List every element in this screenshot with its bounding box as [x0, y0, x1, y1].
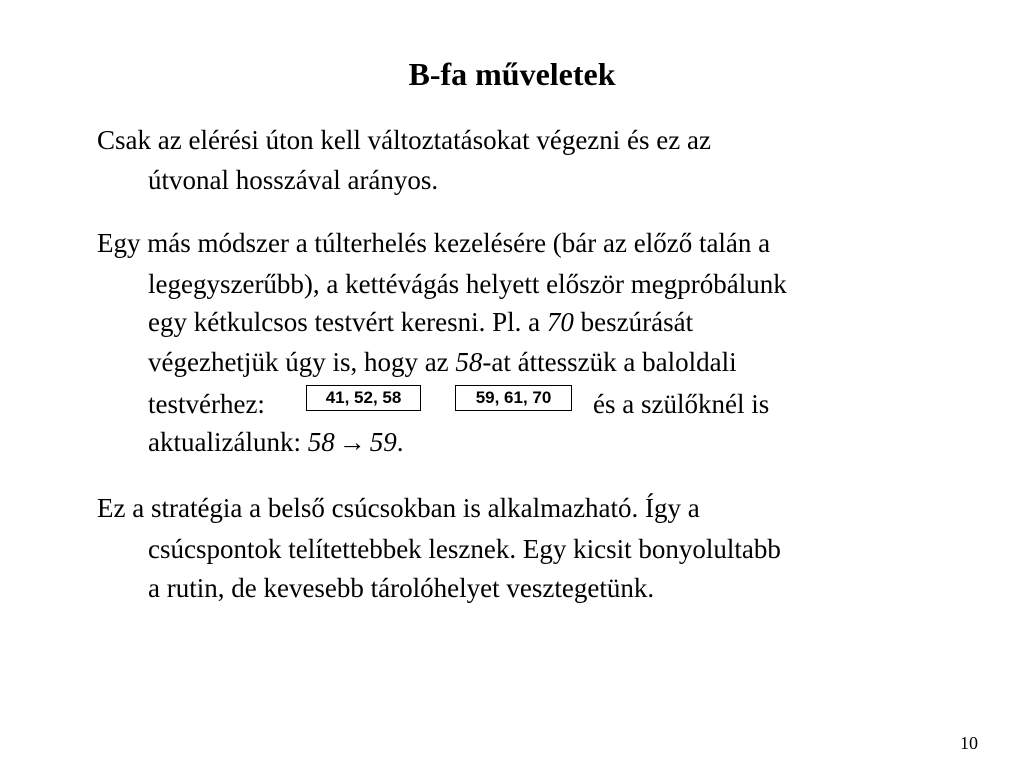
p2-line-2: legegyszerűbb), a kettévágás helyett először megpróbálunk — [148, 269, 787, 299]
page-number: 10 — [960, 733, 978, 753]
p2-line-6 — [148, 424, 403, 460]
node-box-left: 41, 52, 58 — [306, 385, 421, 411]
arrow-icon: → — [338, 427, 366, 457]
p2-line-3 — [148, 304, 693, 340]
p2-line-3-text: egy kétkulcsos testvért keresni. Pl. a — [148, 307, 547, 337]
key-70: 70 — [546, 307, 574, 337]
p2-line-1: Egy más módszer a túlterhelés kezelésére (bár az előző talán a — [97, 228, 771, 258]
p2-line-4-tail: -at áttesszük a baloldali — [482, 347, 737, 377]
p2-line-4 — [148, 344, 737, 380]
key-58: 58 — [455, 347, 483, 377]
key-59-new: 59 — [369, 427, 397, 457]
p3-line-1: Ez a stratégia a belső csúcsokban is alkalmazható. Így a — [97, 493, 700, 523]
p2-line-4-text: végezhetjük úgy is, hogy az — [148, 347, 456, 377]
p2-line-6-period: . — [396, 427, 404, 457]
p3-line-2: csúcspontok telítettebbek lesznek. Egy kicsit bonyolultabb — [148, 534, 781, 564]
p2-line-3-tail: beszúrását — [573, 307, 694, 337]
slide-title: B-fa műveletek — [408, 56, 616, 92]
p1-line-2: útvonal hosszával arányos. — [148, 165, 439, 195]
p3-line-3: a rutin, de kevesebb tárolóhelyet vesztegetünk. — [148, 573, 655, 603]
p1-line-1: Csak az elérési úton kell változtatásokat végezni és ez az — [97, 125, 711, 155]
key-58-old: 58 — [307, 427, 335, 457]
p2-line-5-start: testvérhez: — [148, 389, 265, 419]
node-box-right: 59, 61, 70 — [455, 385, 572, 411]
p2-line-5-end: és a szülőknél is — [593, 389, 770, 419]
p2-line-6-text: aktualizálunk: — [148, 427, 308, 457]
